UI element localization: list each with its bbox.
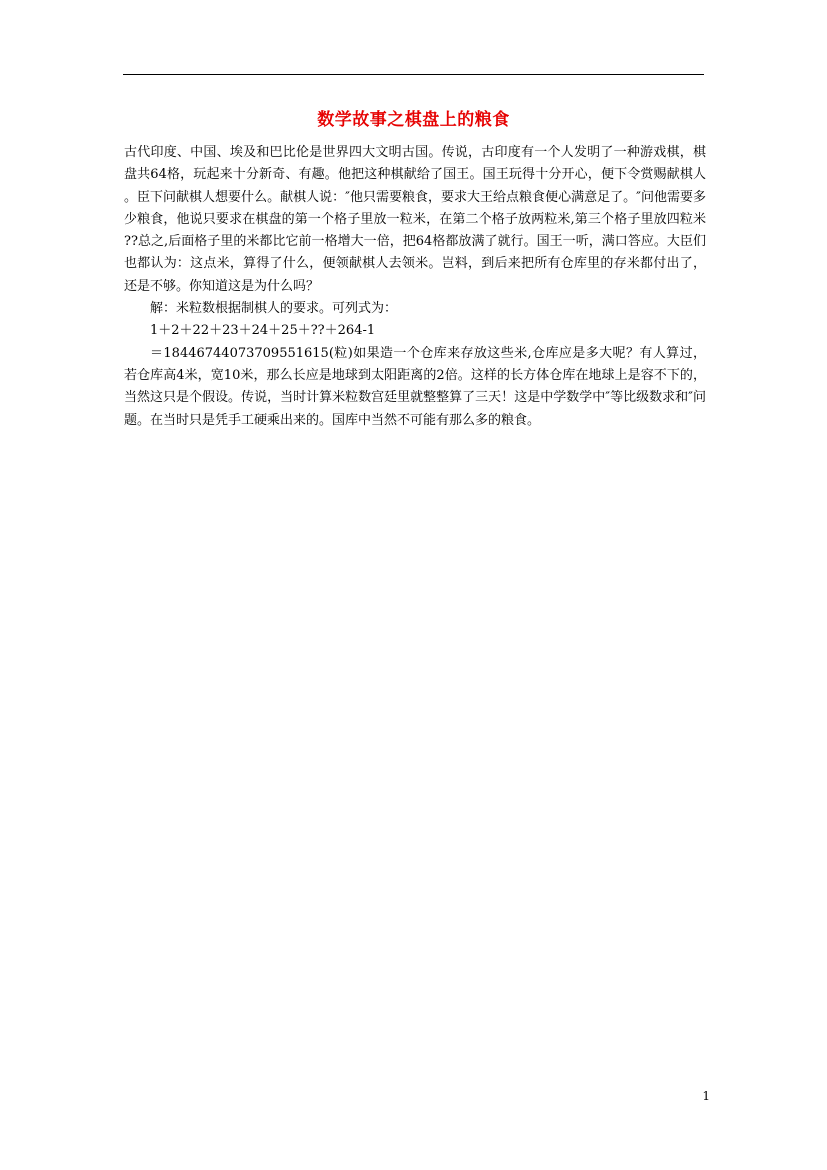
paragraph-solution-intro: 解：米粒数根据制棋人的要求。可列式为： [150, 301, 398, 317]
document-title: 数学故事之棋盘上的粮食 [317, 110, 510, 130]
paragraph-story: 古代印度、中国、埃及和巴比伦是世界四大文明古国。传说，古印度有一个人发明了一种游戏棋，棋盘共64格，玩起来十分新奇、有趣。他把这种棋献给了国王。国王玩得十分开心，便下令赏赐献棋人。臣下问献棋人想要什么。献棋人说：″他只需要粮食，要求大王给点粮食便心满意足了。″问他需要多少粮食，他说只要求在棋盘的第一个格子里放一粒米，在第二个格子放两粒米,第三个格子里放四粒米??总之,后面格子里的米都比它前一格增大一倍，把64格都放满了就行。国王一听，满口答应。大臣们也都认为：这点米，算得了什么，便领献棋人去领米。岂料，到后来把所有仓库里的存米都付出了，还是不够。你知道这是为什么吗？ [124, 145, 706, 294]
document-body [124, 142, 706, 432]
header-rule [123, 74, 704, 75]
paragraph-formula: 1＋2＋22＋23＋24＋25＋??＋264-1 [150, 323, 376, 339]
paragraph-result: ＝18446744073709551615(粒)如果造一个仓库来存放这些米,仓库应是多大呢？有人算过，若仓库高4米，宽10米，那么长应是地球到太阳距离的2倍。这样的长方体仓库在地球上是容不下的，当然这只是个假设。传说，当时计算米粒数宫廷里就整整算了三天！这是中学数学中″等比级数求和″问题。在当时只是凭手工硬乘出来的。国库中当然不可能有那么多的粮食。 [124, 345, 706, 428]
page-number: 1 [702, 1089, 710, 1103]
